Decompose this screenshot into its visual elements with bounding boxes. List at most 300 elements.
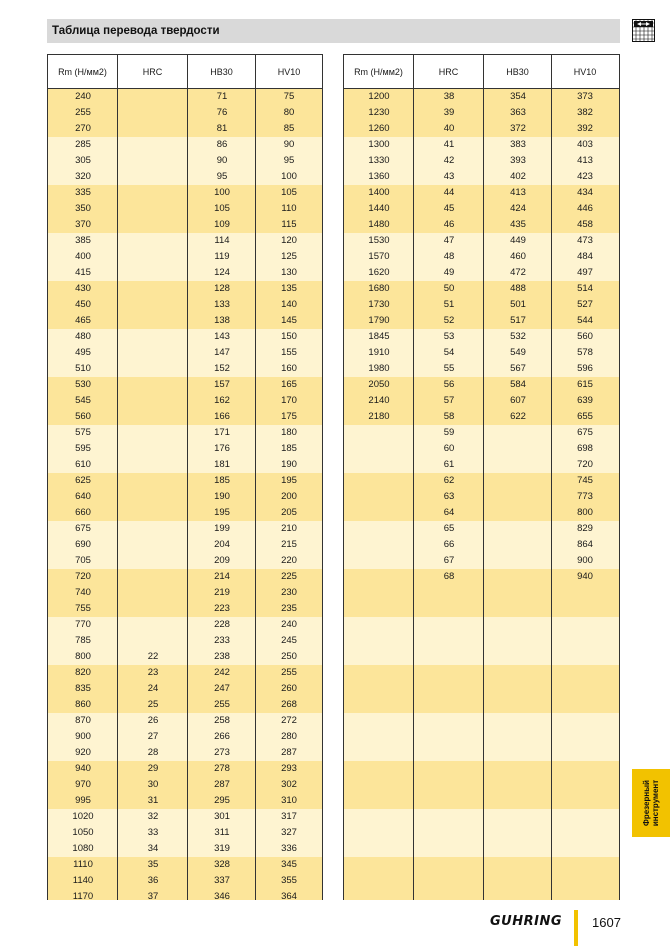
hb30-cell: [484, 441, 552, 457]
table-row: [344, 505, 619, 521]
hv10-cell: 225: [281, 571, 297, 582]
hb30-cell: 622: [510, 411, 526, 422]
table-row: [48, 553, 322, 569]
table-row: [344, 89, 619, 105]
hv10-cell: 698: [577, 443, 593, 454]
table-row: [48, 265, 322, 281]
hrc-cell: [118, 89, 188, 105]
table-row: [48, 857, 322, 873]
table-row: [344, 521, 619, 537]
hv10-cell: 75: [283, 91, 295, 102]
hb30-cell: 346: [214, 891, 230, 902]
hrc-cell: [118, 265, 188, 281]
hrc-cell: [118, 633, 188, 649]
hb30-cell: 95: [216, 171, 228, 182]
rm-cell: 595: [75, 443, 91, 454]
hv10-cell: 864: [577, 539, 593, 550]
rm-cell: 900: [75, 731, 91, 742]
rm-cell: 350: [75, 203, 91, 214]
hv10-cell: 578: [577, 347, 593, 358]
rm-cell: 770: [75, 619, 91, 630]
hv10-cell: 245: [281, 635, 297, 646]
hb30-cell: 233: [214, 635, 230, 646]
hrc-cell: 48: [443, 251, 455, 262]
hrc-cell: [118, 505, 188, 521]
hv10-cell: 317: [281, 811, 297, 822]
hb30-cell: 181: [214, 459, 230, 470]
rm-cell: 675: [75, 523, 91, 534]
hv10-cell: 458: [577, 219, 593, 230]
hrc-cell: 25: [147, 699, 159, 710]
hv10-cell: 215: [281, 539, 297, 550]
hv10-cell: 175: [281, 411, 297, 422]
rm-cell: 1300: [368, 139, 390, 150]
table-row: [48, 233, 322, 249]
hb30-cell: 166: [214, 411, 230, 422]
table-row: [344, 185, 619, 201]
table-row: [48, 761, 322, 777]
table-row: [48, 137, 322, 153]
hv10-cell: 829: [577, 523, 593, 534]
hrc-cell: [118, 153, 188, 169]
hv10-cell: 403: [577, 139, 593, 150]
table-rows: [344, 89, 619, 585]
hb30-cell: 90: [216, 155, 228, 166]
hv10-cell: 250: [281, 651, 297, 662]
hrc-cell: [118, 409, 188, 425]
brand-divider: [574, 910, 578, 946]
brand-logo: GUHRING: [490, 914, 563, 929]
hv10-cell: 185: [281, 443, 297, 454]
table-row: [344, 265, 619, 281]
hb30-cell: 383: [510, 139, 526, 150]
rm-cell: 1230: [368, 107, 390, 118]
table-row: [344, 313, 619, 329]
table-row: [344, 281, 619, 297]
table-row: [344, 169, 619, 185]
table-row: [344, 153, 619, 169]
hv10-cell: 655: [577, 411, 593, 422]
table-row: [344, 121, 619, 137]
hv10-cell: 150: [281, 331, 297, 342]
hb30-cell: 424: [510, 203, 526, 214]
rm-cell: 1980: [368, 363, 390, 374]
hrc-cell: [118, 105, 188, 121]
rm-cell: 755: [75, 603, 91, 614]
hb30-cell: [484, 425, 552, 441]
table-row: [48, 329, 322, 345]
rm-cell: 820: [75, 667, 91, 678]
rm-cell: 255: [75, 107, 91, 118]
hrc-cell: 56: [443, 379, 455, 390]
hv10-cell: 900: [577, 555, 593, 566]
hv10-cell: 336: [281, 843, 297, 854]
hv10-cell: 105: [281, 187, 297, 198]
hb30-cell: 128: [214, 283, 230, 294]
hv10-cell: 120: [281, 235, 297, 246]
section-tab-label: [642, 780, 660, 826]
header-hrc: HRC: [118, 55, 188, 88]
table-row: [48, 569, 322, 585]
hv10-cell: 940: [577, 571, 593, 582]
row-band: [344, 761, 619, 809]
rm-cell: 640: [75, 491, 91, 502]
table-row: [344, 377, 619, 393]
header-hv10: HV10: [277, 66, 301, 77]
hb30-cell: 567: [510, 363, 526, 374]
rm-cell: 1400: [368, 187, 390, 198]
hv10-cell: 287: [281, 747, 297, 758]
table-row: [48, 297, 322, 313]
hb30-cell: 319: [214, 843, 230, 854]
rm-cell: 1260: [368, 123, 390, 134]
table-row: [344, 345, 619, 361]
hv10-cell: 382: [577, 107, 593, 118]
hb30-cell: 214: [214, 571, 230, 582]
hrc-cell: 33: [147, 827, 159, 838]
table-row: [48, 601, 322, 617]
hrc-cell: 68: [443, 571, 455, 582]
rm-cell: 1480: [368, 219, 390, 230]
table-row: [48, 377, 322, 393]
hb30-cell: 195: [214, 507, 230, 518]
hv10-cell: 115: [281, 219, 297, 230]
row-band: [344, 617, 619, 665]
hb30-cell: 532: [510, 331, 526, 342]
hrc-cell: 34: [147, 843, 159, 854]
rm-cell: 320: [75, 171, 91, 182]
rm-cell: 1170: [72, 891, 94, 902]
rm-cell: 940: [75, 763, 91, 774]
hv10-cell: 220: [281, 555, 297, 566]
hv10-cell: 497: [577, 267, 593, 278]
rm-cell: [344, 489, 414, 505]
row-band: [344, 665, 619, 713]
hb30-cell: 393: [510, 155, 526, 166]
rm-cell: 1620: [368, 267, 390, 278]
hv10-cell: 434: [577, 187, 593, 198]
hb30-cell: 278: [214, 763, 230, 774]
rm-cell: 1110: [73, 859, 93, 870]
hrc-cell: 38: [443, 91, 455, 102]
grid-arrows-icon: [632, 19, 655, 42]
table-row: [48, 105, 322, 121]
table-body: [344, 89, 619, 900]
hb30-cell: 147: [214, 347, 230, 358]
hb30-cell: 199: [214, 523, 230, 534]
table-row: [344, 297, 619, 313]
hb30-cell: 100: [214, 187, 230, 198]
hrc-cell: [118, 489, 188, 505]
hb30-cell: 295: [214, 795, 230, 806]
hv10-cell: 95: [283, 155, 295, 166]
table-row: [48, 409, 322, 425]
hv10-cell: 272: [281, 715, 297, 726]
hv10-cell: 135: [281, 283, 297, 294]
rm-cell: 860: [75, 699, 91, 710]
rm-cell: [344, 425, 414, 441]
hrc-cell: [118, 585, 188, 601]
hrc-cell: [118, 185, 188, 201]
hb30-cell: 258: [214, 715, 230, 726]
table-row: [48, 793, 322, 809]
table-row: [48, 425, 322, 441]
rm-cell: 720: [75, 571, 91, 582]
hb30-cell: [484, 537, 552, 553]
hv10-cell: 423: [577, 171, 593, 182]
hv10-cell: 180: [281, 427, 297, 438]
table-row: [48, 505, 322, 521]
rm-cell: 335: [75, 187, 91, 198]
hrc-cell: [118, 457, 188, 473]
hv10-cell: 773: [577, 491, 593, 502]
hrc-cell: [118, 297, 188, 313]
hb30-cell: 162: [214, 395, 230, 406]
hv10-cell: 745: [577, 475, 593, 486]
hrc-cell: 50: [443, 283, 455, 294]
hrc-cell: 31: [147, 795, 159, 806]
table-row: [48, 777, 322, 793]
rm-cell: 430: [75, 283, 91, 294]
row-band: [344, 713, 619, 761]
rm-cell: 1790: [368, 315, 390, 326]
rm-cell: 660: [75, 507, 91, 518]
table-row: [344, 217, 619, 233]
hb30-cell: 76: [216, 107, 228, 118]
hv10-cell: 720: [577, 459, 593, 470]
rm-cell: 270: [75, 123, 91, 134]
rm-cell: 1200: [368, 91, 390, 102]
rm-cell: 480: [75, 331, 91, 342]
hb30-cell: 354: [510, 91, 526, 102]
hrc-cell: 26: [147, 715, 159, 726]
hb30-cell: 607: [510, 395, 526, 406]
table-row: [48, 89, 322, 105]
rm-cell: 610: [75, 459, 91, 470]
hb30-cell: 71: [216, 91, 228, 102]
hb30-cell: 488: [510, 283, 526, 294]
rm-cell: 560: [75, 411, 91, 422]
table-rows: [48, 89, 322, 905]
table-row: [48, 121, 322, 137]
hb30-cell: 114: [214, 235, 230, 246]
table-row: [48, 441, 322, 457]
section-tab-line1: Фрезерный: [642, 780, 652, 826]
hv10-cell: 345: [281, 859, 297, 870]
table-row: [344, 361, 619, 377]
rm-cell: 1020: [72, 811, 94, 822]
hb30-cell: 328: [214, 859, 230, 870]
hrc-cell: [118, 137, 188, 153]
hv10-cell: 615: [577, 379, 593, 390]
table-header: [48, 55, 322, 89]
hrc-cell: 39: [443, 107, 455, 118]
row-band: [344, 857, 619, 900]
table-row: [48, 537, 322, 553]
hrc-cell: 62: [443, 475, 455, 486]
section-tab[interactable]: [632, 769, 670, 837]
rm-cell: 240: [75, 91, 91, 102]
page-title: Таблица перевода твердости: [47, 19, 620, 43]
hb30-cell: 138: [214, 315, 230, 326]
table-row: [48, 217, 322, 233]
hv10-cell: 230: [281, 587, 297, 598]
section-tab-line2: инструмент: [651, 779, 661, 827]
table-row: [48, 809, 322, 825]
rm-cell: [344, 473, 414, 489]
rm-cell: 415: [75, 267, 91, 278]
hb30-cell: 119: [214, 251, 230, 262]
hv10-cell: 85: [283, 123, 295, 134]
rm-cell: [344, 521, 414, 537]
hv10-cell: 145: [281, 315, 297, 326]
rm-cell: 1680: [368, 283, 390, 294]
hrc-cell: 29: [147, 763, 159, 774]
rm-cell: 385: [75, 235, 91, 246]
hb30-cell: 449: [510, 235, 526, 246]
table-row: [48, 473, 322, 489]
hrc-cell: [118, 521, 188, 537]
hv10-cell: 446: [577, 203, 593, 214]
table-row: [344, 329, 619, 345]
hb30-cell: 109: [214, 219, 230, 230]
hv10-cell: 235: [281, 603, 297, 614]
table-row: [48, 713, 322, 729]
hb30-cell: 171: [214, 427, 230, 438]
rm-cell: [344, 441, 414, 457]
rm-cell: 1440: [368, 203, 390, 214]
hrc-cell: [118, 425, 188, 441]
hrc-cell: 28: [147, 747, 159, 758]
table-row: [344, 441, 619, 457]
table-row: [344, 233, 619, 249]
table-row: [344, 489, 619, 505]
table-row: [48, 617, 322, 633]
hrc-cell: 24: [147, 683, 159, 694]
hrc-cell: [118, 361, 188, 377]
table-row: [344, 409, 619, 425]
hv10-cell: 268: [281, 699, 297, 710]
rm-cell: 2180: [368, 411, 390, 422]
hb30-cell: 190: [214, 491, 230, 502]
hv10-cell: 165: [281, 379, 297, 390]
rm-cell: 400: [75, 251, 91, 262]
hv10-cell: 364: [281, 891, 297, 902]
rm-cell: 305: [75, 155, 91, 166]
conversion-table-right: [343, 54, 620, 900]
hv10-cell: 140: [281, 299, 297, 310]
rm-cell: 1050: [72, 827, 94, 838]
hrc-cell: [118, 121, 188, 137]
header-hb30: HB30: [188, 55, 256, 88]
hv10-cell: 544: [577, 315, 593, 326]
table-row: [48, 825, 322, 841]
rm-cell: [344, 457, 414, 473]
table-row: [48, 841, 322, 857]
rm-cell: 740: [75, 587, 91, 598]
rm-cell: 495: [75, 347, 91, 358]
hrc-cell: 52: [443, 315, 455, 326]
rm-cell: 285: [75, 139, 91, 150]
rm-cell: 835: [75, 683, 91, 694]
hrc-cell: 49: [443, 267, 455, 278]
hv10-cell: 240: [281, 619, 297, 630]
hrc-cell: 55: [443, 363, 455, 374]
hb30-cell: 435: [510, 219, 526, 230]
hrc-cell: 35: [147, 859, 159, 870]
table-row: [48, 457, 322, 473]
table-row: [48, 521, 322, 537]
hrc-cell: 27: [147, 731, 159, 742]
hv10-cell: 302: [281, 779, 297, 790]
hrc-cell: 42: [443, 155, 455, 166]
hv10-cell: 205: [281, 507, 297, 518]
rm-cell: [344, 537, 414, 553]
hb30-cell: 472: [510, 267, 526, 278]
hb30-cell: 517: [510, 315, 526, 326]
hv10-cell: 675: [577, 427, 593, 438]
table-row: [48, 681, 322, 697]
hv10-cell: 195: [281, 475, 297, 486]
rm-cell: 2050: [368, 379, 390, 390]
table-row: [344, 201, 619, 217]
rm-cell: 1080: [72, 843, 94, 854]
hrc-cell: 57: [443, 395, 455, 406]
table-row: [48, 585, 322, 601]
table-row: [48, 489, 322, 505]
rm-cell: 920: [75, 747, 91, 758]
hv10-cell: 255: [281, 667, 297, 678]
hrc-cell: 51: [443, 299, 455, 310]
hv10-cell: 90: [283, 139, 295, 150]
rm-cell: 1730: [368, 299, 390, 310]
rm-cell: 690: [75, 539, 91, 550]
hrc-cell: [118, 377, 188, 393]
hrc-cell: 30: [147, 779, 159, 790]
hb30-cell: 81: [216, 123, 228, 134]
table-header: [344, 55, 619, 89]
hv10-cell: 639: [577, 395, 593, 406]
hb30-cell: 105: [214, 203, 230, 214]
hb30-cell: 228: [214, 619, 230, 630]
rm-cell: 465: [75, 315, 91, 326]
table-row: [48, 201, 322, 217]
conversion-table-left: [47, 54, 323, 900]
table-row: [48, 153, 322, 169]
rm-cell: 625: [75, 475, 91, 486]
rm-cell: 1910: [368, 347, 390, 358]
hb30-cell: 311: [214, 827, 230, 838]
rm-cell: 995: [75, 795, 91, 806]
rm-cell: 785: [75, 635, 91, 646]
hb30-cell: [484, 489, 552, 505]
rm-cell: 970: [75, 779, 91, 790]
hv10-cell: 527: [577, 299, 593, 310]
hrc-cell: [118, 393, 188, 409]
table-row: [48, 873, 322, 889]
page-number: 1607: [592, 915, 621, 930]
hrc-cell: [118, 169, 188, 185]
table-row: [48, 393, 322, 409]
table-row: [344, 393, 619, 409]
hb30-cell: 501: [510, 299, 526, 310]
hb30-cell: 247: [214, 683, 230, 694]
hv10-cell: 293: [281, 763, 297, 774]
table-row: [344, 249, 619, 265]
hb30-cell: 238: [214, 651, 230, 662]
hb30-cell: 223: [214, 603, 230, 614]
hb30-cell: [484, 473, 552, 489]
